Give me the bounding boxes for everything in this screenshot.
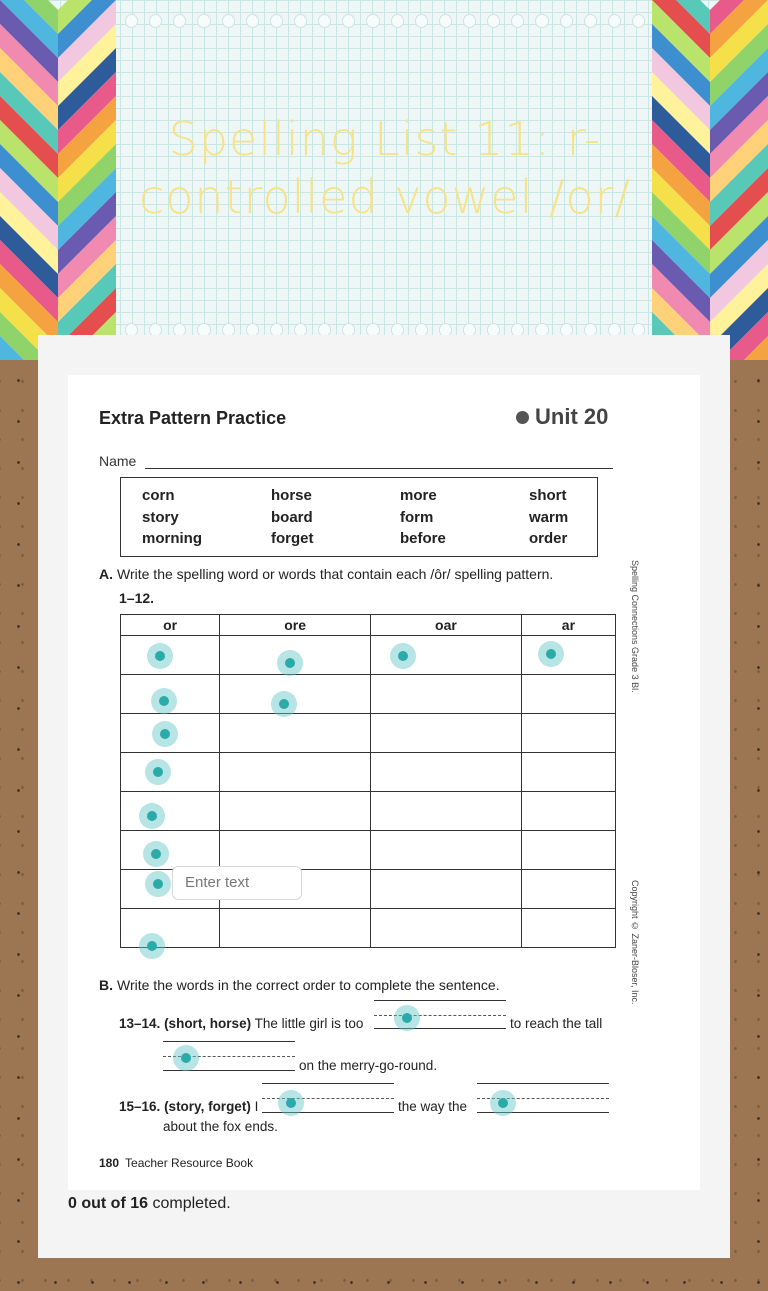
paper-hole [318,14,331,28]
question-15-text-mid: the way the [398,1099,468,1114]
question-13-text-end: on the merry-go-round. [299,1058,438,1073]
answer-marker[interactable] [139,933,165,959]
paper-hole [149,14,162,28]
word: before [400,530,446,547]
paper-hole [366,14,379,28]
question-13-cue: (short, horse) [164,1016,252,1031]
answer-marker[interactable] [152,721,178,747]
paper-hole [173,14,186,28]
answer-line [477,1083,609,1084]
chevron-pattern-left [0,0,116,360]
answer-marker[interactable] [271,691,297,717]
question-15-cue: (story, forget) [164,1099,251,1114]
answer-line [163,1041,295,1042]
paper-hole [197,14,210,28]
word: morning [142,530,202,547]
table-row [121,831,616,870]
section-a-letter: A. [99,566,113,582]
name-label: Name [99,453,137,469]
question-15-text-end: about the fox ends. [163,1119,278,1134]
side-credit-bottom: Copyright © Zaner-Bloser, Inc. [630,880,640,1005]
name-line [145,468,613,469]
word: story [142,509,179,526]
paper-hole [125,14,138,28]
completion-count: 0 out of 16 [68,1195,149,1212]
side-credit-top: Spelling Connections Grade 3 Bl. [630,560,640,693]
section-b-instruction [99,977,500,993]
section-a-text: Write the spelling word or words that contain each /ôr/ spelling pattern. [117,566,554,582]
table-row [121,909,616,948]
word: short [529,487,567,504]
table-row [121,753,616,792]
answer-marker[interactable] [143,841,169,867]
table-row [121,675,616,714]
answer-line [262,1083,394,1084]
answer-marker[interactable] [145,871,171,897]
paper-hole [463,14,476,28]
book-name: Teacher Resource Book [125,1156,254,1170]
answer-marker[interactable] [390,643,416,669]
paper-hole [246,14,259,28]
section-a-instruction [99,566,553,582]
word: form [400,509,434,526]
question-13-text-after: to reach the tall [510,1016,603,1031]
paper-hole [632,14,645,28]
page-number: 180 [99,1156,120,1170]
word: corn [142,487,175,504]
answer-marker[interactable] [139,803,165,829]
unit-label [516,404,608,430]
worksheet-title: Extra Pattern Practice [99,408,287,428]
paper-hole [415,14,428,28]
section-b-text: Write the words in the correct order to complete the sentence. [117,977,500,993]
answer-marker[interactable] [151,688,177,714]
paper-hole [342,14,355,28]
word: warm [529,509,569,526]
page-footer [99,1156,253,1170]
header-banner [0,0,768,360]
paper-hole [270,14,283,28]
paper-hole [511,14,524,28]
paper-hole [584,14,597,28]
completion-suffix: completed. [152,1195,231,1212]
answer-marker[interactable] [394,1005,420,1031]
question-15-range: 15–16. [119,1099,161,1114]
paper-hole [535,14,548,28]
question-15-prompt [119,1099,258,1114]
word-bank [120,477,598,557]
answer-marker[interactable] [145,759,171,785]
answer-line [374,1000,506,1001]
answer-marker[interactable] [490,1090,516,1116]
answer-marker[interactable] [538,641,564,667]
word: more [400,487,437,504]
question-13-range: 13–14. [119,1016,161,1031]
word: horse [271,487,312,504]
paper-hole [391,14,404,28]
word: order [529,530,568,547]
column-header: ore [220,615,371,636]
section-b-letter: B. [99,977,113,993]
answer-line [374,1028,506,1029]
column-header: ar [521,615,615,636]
bullet-icon [516,411,529,424]
question-13-prompt [119,1016,363,1031]
answer-text-input[interactable]: Enter text [172,866,302,900]
word: board [271,509,313,526]
unit-text: Unit 20 [535,404,609,429]
paper-hole [439,14,452,28]
paper-hole [294,14,307,28]
paper-hole [222,14,235,28]
answer-marker[interactable] [277,650,303,676]
answer-marker[interactable] [173,1045,199,1071]
table-row [121,714,616,753]
paper-hole [608,14,621,28]
word: forget [271,530,314,547]
answer-marker[interactable] [278,1090,304,1116]
column-header: or [121,615,220,636]
column-header: oar [371,615,522,636]
paper-hole [487,14,500,28]
question-15-text-before: I [254,1099,259,1114]
completion-status [68,1195,231,1213]
page-title: Spelling List 11: r-controlled vowel /or/ [138,112,632,224]
chevron-pattern-right [652,0,768,360]
table-row [121,792,616,831]
section-a-range: 1–12. [119,590,155,606]
paper-holes-top [125,14,645,28]
paper-hole [560,14,573,28]
answer-marker[interactable] [147,643,173,669]
question-13-text-before: The little girl is too [254,1016,364,1031]
